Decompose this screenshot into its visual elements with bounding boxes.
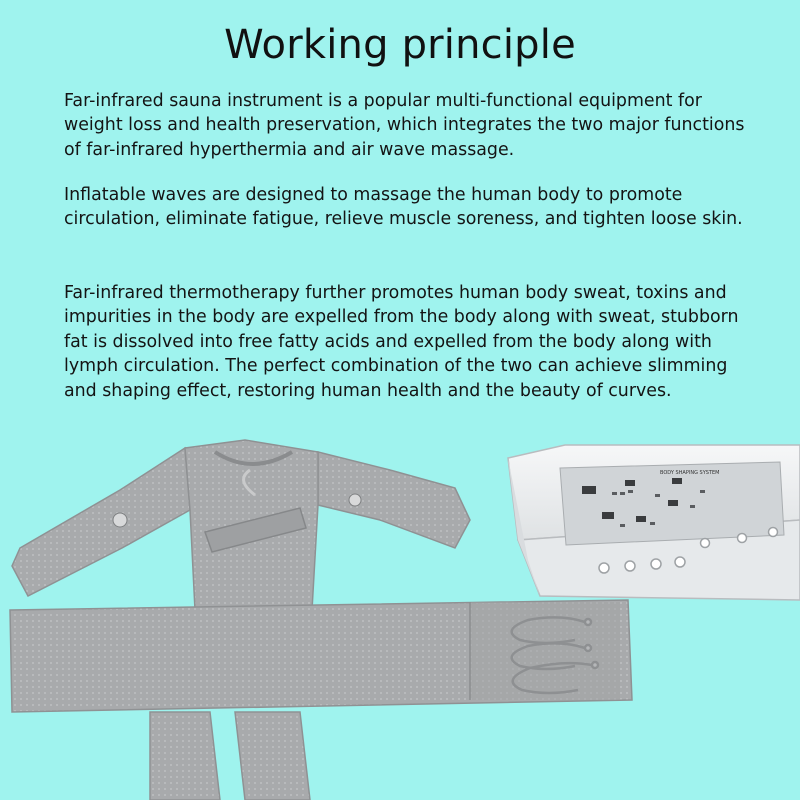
display-icon — [582, 486, 596, 494]
suit-right-leg — [235, 712, 310, 800]
suit-right-sleeve — [318, 452, 470, 548]
paragraph-thermotherapy: Far-infrared thermotherapy further promotes human body sweat, toxins and impurities in the body are expelled from the body along with sweat, stubborn fat is dissolved into free fatty acids and expelled from the body along with lymph circulation. The perfect combination of the two can achieve slimming and shaping effect, restoring human health and the beauty of curves. — [64, 283, 739, 401]
suit-left-leg — [150, 712, 220, 800]
paragraph-overview: Far-infrared sauna instrument is a popular multi-functional equipment for weight loss and health preservation, which integrates the two major functions of far-infrared hyperthermia and air wave massage. — [64, 91, 745, 160]
air-connector-icon — [113, 513, 127, 527]
product-illustration — [0, 428, 800, 800]
suit-left-sleeve — [12, 448, 190, 596]
page-title: Working principle — [224, 22, 576, 68]
panel-label: BODY SHAPING SYSTEM — [660, 470, 720, 476]
paragraph-inflatable-waves: Inflatable waves are designed to massage the human body to promote circulation, eliminate fatigue, relieve muscle soreness, and tighten loose skin. — [64, 185, 743, 230]
control-unit — [508, 445, 800, 600]
